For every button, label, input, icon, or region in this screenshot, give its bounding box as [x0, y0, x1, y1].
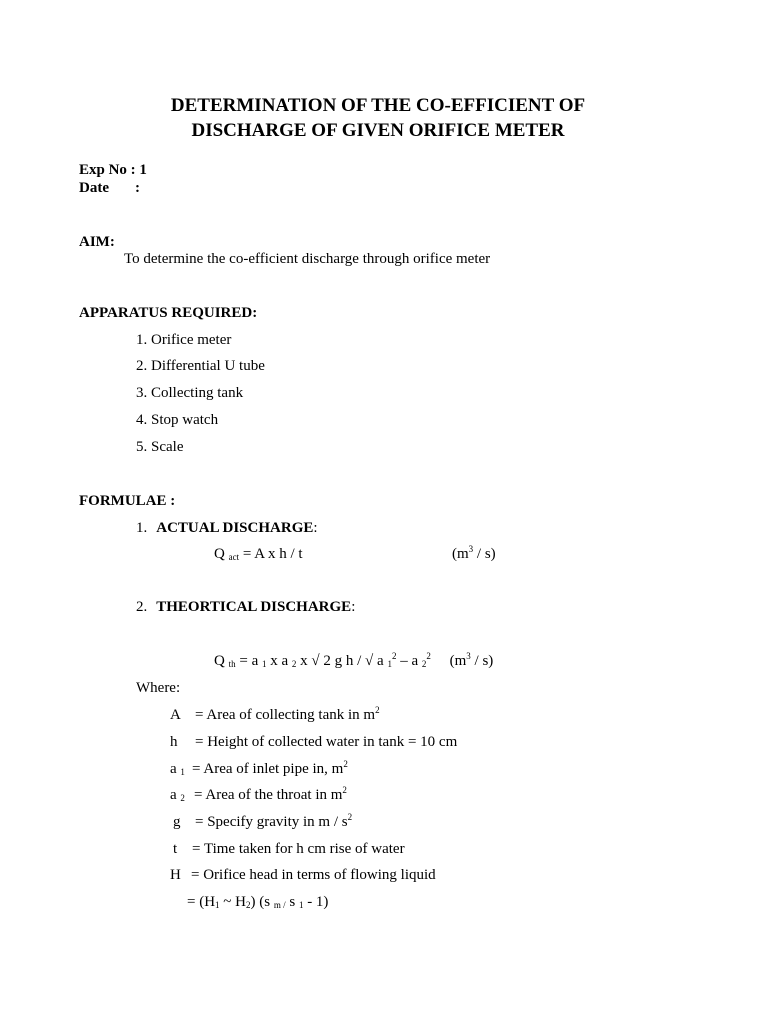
formula-actual-discharge: Q $_{act}$ = A x h / t: [214, 546, 303, 562]
apparatus-item: 3. Collecting tank: [136, 385, 244, 401]
apparatus-item: 2. Differential U tube: [136, 358, 265, 374]
formula-2-name: THEORTICAL DISCHARGE: [156, 599, 352, 615]
formula-1-unit: $(m^3 / s)$: [452, 544, 496, 562]
date-colon: :: [135, 180, 140, 196]
def-A-text: = Area of collecting tank in $m^2$: [195, 705, 380, 723]
formula-2-colon: :: [351, 599, 356, 615]
def-g-symbol: g: [173, 814, 181, 830]
def-a2-text: = Area of the throat in $m^2$: [194, 785, 347, 803]
formula-1-colon: :: [313, 520, 318, 536]
exp-number: Exp No : 1: [79, 162, 147, 178]
formula-1-heading: [136, 521, 318, 536]
where-label: Where:: [136, 680, 181, 696]
def-a1-text: = Area of inlet pipe in, $m^2$: [192, 759, 348, 777]
formula-1-number: 1.: [136, 520, 148, 536]
apparatus-heading: APPARATUS REQUIRED:: [79, 305, 258, 321]
date-label: Date: [79, 180, 109, 196]
apparatus-item: 1. Orifice meter: [136, 332, 232, 348]
def-a1-symbol: a $_1$: [170, 761, 185, 777]
apparatus-item: 5. Scale: [136, 439, 184, 455]
def-h-text: = Height of collected water in tank = 10 cm: [195, 734, 458, 750]
formula-theoretical-discharge: Q $_{th}$ = a $_1$ x a $_2$ x √ 2 g h / √ a $_1^2$ – a $_2^2$ $(m^3 / s)$: [214, 651, 494, 669]
def-a2-symbol: a $_2$: [170, 787, 185, 803]
apparatus-item: 4. Stop watch: [136, 412, 219, 428]
def-h-symbol: h: [170, 734, 178, 750]
document-title-line-2: DISCHARGE OF GIVEN ORIFICE METER: [191, 120, 565, 141]
formulae-heading: FORMULAE :: [79, 493, 176, 509]
def-t-text: = Time taken for h cm rise of water: [192, 841, 405, 857]
def-H-formula: = ($H_1$ ~ $H_2$) (s $_{m /}$ s $_1$ - 1): [187, 894, 329, 910]
def-H-symbol: H: [170, 867, 181, 883]
def-A-symbol: A: [170, 707, 181, 723]
formula-1-name: ACTUAL DISCHARGE: [156, 520, 314, 536]
aim-text: To determine the co-efficient discharge through orifice meter: [124, 251, 491, 267]
formula-2-heading: [136, 600, 355, 615]
document-title-line-1: DETERMINATION OF THE CO-EFFICIENT OF: [170, 95, 586, 116]
def-t-symbol: t: [173, 841, 178, 857]
formula-2-number: 2.: [136, 599, 148, 615]
def-H-text: = Orifice head in terms of flowing liquid: [191, 867, 436, 883]
aim-heading: AIM:: [79, 234, 115, 250]
def-g-text: = Specify gravity in m / $s^2$: [195, 812, 353, 830]
